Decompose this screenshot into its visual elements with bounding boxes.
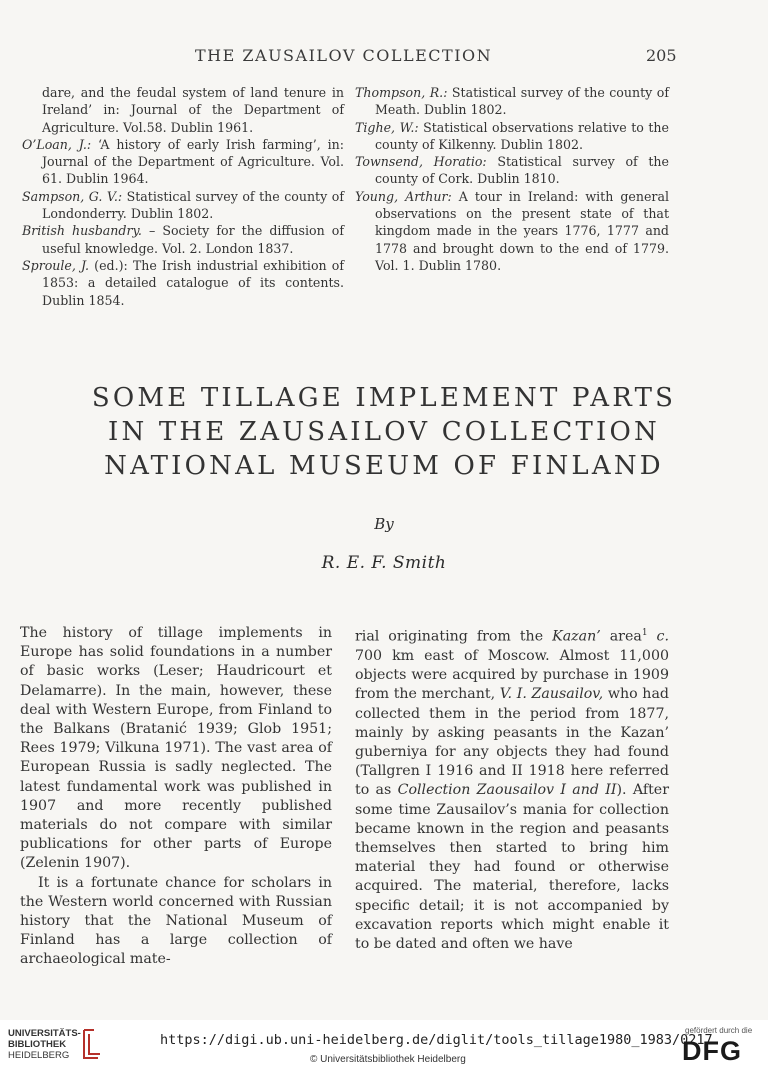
copyright-notice: © Universitätsbibliothek Heidelberg: [310, 1054, 466, 1065]
reference-entry: Sampson, G. V.: Statistical survey of the county of Londonderry. Dublin 1802.: [22, 188, 344, 222]
reference-entry: Tighe, W.: Statistical observations relative to the county of Kilkenny. Dublin 1802.: [355, 119, 669, 152]
reference-entry: Townsend, Horatio: Statistical survey of the county of Cork. Dublin 1810.: [355, 154, 669, 187]
running-head-title: THE ZAUSAILOV COLLECTION: [195, 46, 493, 65]
article-author: R. E. F. Smith: [321, 553, 447, 573]
ub-heidelberg-logo[interactable]: UNIVERSITÄTS- BIBLIOTHEK HEIDELBERG: [8, 1028, 81, 1061]
reference-entry: Sproule, J. (ed.): The Irish industrial exhibition of 1853: a detailed catalogue of its contents. Dublin 1854.: [22, 257, 344, 308]
article-title: [0, 381, 768, 483]
reference-entry: dare, and the feudal system of land tenure in Ireland’ in: Journal of the Department of Agriculture. Vol.58. Dublin 1961.: [42, 85, 344, 135]
body-paragraph: The history of tillage implements in Europe has solid foundations in a number of basic works (Leser; Haudricourt et Delamarre). In the main, however, these deal with Western Europe, from Finland to the Balkans (Bratanić 1939; Glob 1951; Rees 1979; Vilkuna 1971). The vast area of European Russia is sadly neglected. The latest fundamental work was published in 1907 and more recently published materials do not compare with similar publications for other parts of Europe (Zelenin 1907).: [20, 625, 332, 872]
references-left-column: [22, 84, 344, 309]
body-left-column: [20, 624, 332, 970]
body-right-column: [355, 624, 669, 954]
reference-entry: Young, Arthur: A tour in Ireland: with general observations on the present state of that kingdom made in the years 1776, 1777 and 1778 and brought down to the end of 1779. Vol. 1. Dublin 1780.: [355, 188, 669, 273]
title-line: NATIONAL MUSEUM OF FINLAND: [104, 451, 664, 481]
permalink-url[interactable]: https://digi.ub.uni-heidelberg.de/diglit/tools_tillage1980_1983/0217: [160, 1032, 713, 1048]
page-number: 205: [646, 46, 677, 65]
viewer-footer: [0, 1020, 768, 1071]
title-line: IN THE ZAUSAILOV COLLECTION: [107, 417, 660, 447]
reference-entry: British husbandry. – Society for the diffusion of useful knowledge. Vol. 2. London 1837.: [22, 223, 344, 256]
reference-entry: O’Loan, J.: ‘A history of early Irish farming’, in: Journal of the Department of Agriculture. Vol. 61. Dublin 1964.: [22, 136, 345, 187]
body-paragraph: It is a fortunate chance for scholars in the Western world concerned with Russian history that the National Museum of Finland has a large collection of archaeological mate-: [20, 874, 332, 968]
references-right-column: [355, 84, 669, 274]
ub-logo-mark-icon: [80, 1028, 102, 1062]
footnote-marker: 1: [641, 628, 648, 638]
body-paragraph: rial originating from the Kazan’ area$^1$ c. 700 km east of Moscow. Almost 11,000 objects were acquired by purchase in 1909 from the merchant, V. I. Zausailov, who had collected them in the period from 1877, mainly by asking peasants in the Kazan’ guberniya for any objects they had found (Tallgren I 1916 and II 1918 here referred to as Collection Zaousailov I and II). After some time Zausailov’s mania for collection became known in the region and peasants themselves then started to bring him material they had found or otherwise acquired. The material, therefore, lacks specific detail; it is not accompanied by excavation reports which might enable it to be dated and often we have: [355, 628, 670, 952]
reference-entry: Thompson, R.: Statistical survey of the county of Meath. Dublin 1802.: [355, 85, 669, 118]
title-line: SOME TILLAGE IMPLEMENT PARTS: [91, 383, 677, 413]
funding-note: gefördert durch die: [685, 1026, 753, 1035]
byline-by: By: [374, 515, 394, 533]
dfg-logo[interactable]: DFG: [682, 1036, 742, 1066]
